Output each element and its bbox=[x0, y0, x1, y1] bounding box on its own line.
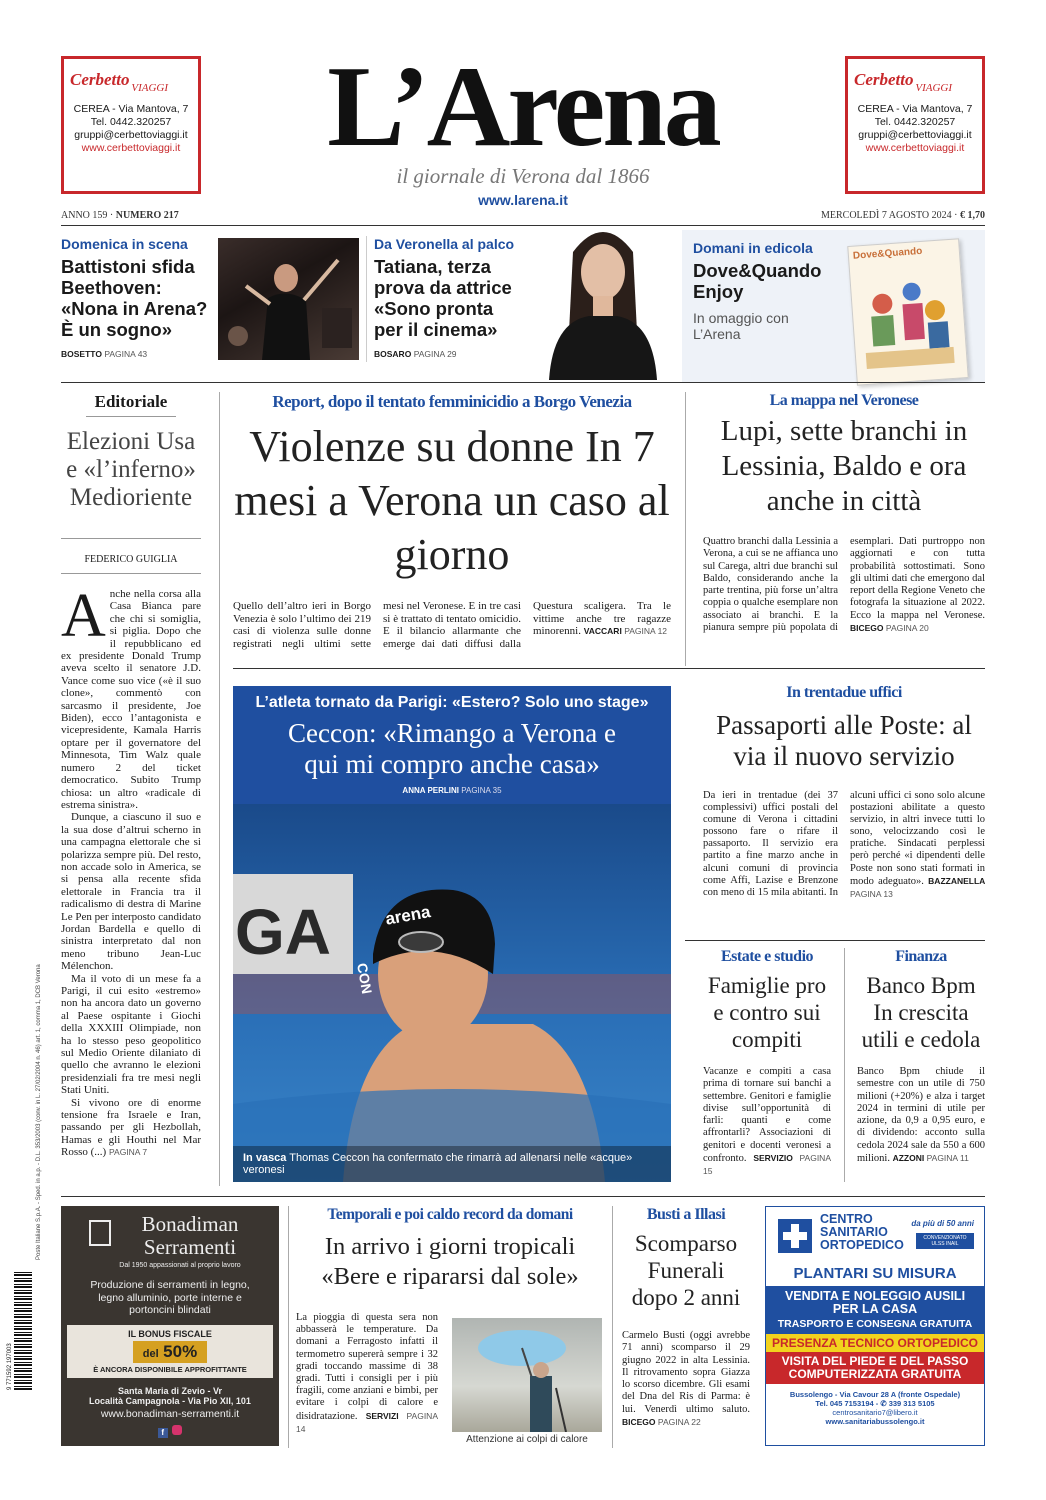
bonadiman-bonus-box bbox=[67, 1325, 273, 1378]
ceccon-title: Ceccon: «Rimango a Verona e qui mi compro anche casa» bbox=[288, 718, 616, 779]
teaser-divider bbox=[366, 236, 367, 362]
lead-title: Violenze su donne In 7 mesi a Verona un caso al giorno bbox=[234, 422, 670, 579]
teaser-tatiana[interactable] bbox=[374, 236, 674, 376]
teaser-rule bbox=[61, 382, 985, 383]
editoriale[interactable] bbox=[61, 392, 201, 1192]
masthead-title: L’Arena bbox=[327, 43, 719, 171]
ortopedico-tel: Tel. 045 7153194 - ✆ 339 313 5105 bbox=[815, 1399, 935, 1408]
caldo-title: In arrivo i giorni tropicali «Bere e ripararsi dal sole» bbox=[321, 1233, 579, 1290]
ad-cerbetto-right[interactable] bbox=[845, 56, 985, 194]
editoriale-title: Elezioni Usa e «l’inferno» Medioriente bbox=[66, 428, 196, 511]
cerbetto-address: CEREA - Via Mantova, 7 bbox=[73, 103, 189, 115]
bottom-rule bbox=[61, 1196, 985, 1197]
lupi-text: Quattro branchi dalla Lessinia a Verona, a cui se ne affianca uno sul Carega, altri due branchi sul Baldo, considerando anche la parte trentina, più forse un’altra coppia o qualche esemplare non associato ai branchi. E la pianura sempre più popolata di esemplari. Dati purtroppo non aggiornati e con tutta probabilità sottostimati. Sono gli ultimi dati che emergono dal report della Regione Veneto che fotografa la situazione al 2022. Ecco la mappa nel Veronese. bbox=[703, 536, 985, 634]
estate-story[interactable] bbox=[703, 948, 831, 1186]
cerbetto-email: gruppi@cerbettoviaggi.it bbox=[858, 129, 972, 141]
ad-cerbetto-left[interactable] bbox=[61, 56, 201, 194]
teaser-page: PAGINA 29 bbox=[413, 349, 457, 359]
cerbetto-script: VIAGGI bbox=[131, 82, 168, 94]
finanza-body: Banco Bpm chiude il semestre con un utile di 750 milioni (+20%) e alza i target 2024 in termini di utile per azione, da 0,9 a 0,95 euro, e di dividendo: acconto sulla cedola 2024 sale da 550 a 600 milioni. AZZONI PAGINA 11 bbox=[857, 1066, 985, 1165]
cap-logo: arena bbox=[383, 902, 432, 929]
cover-title: Dove&Quando bbox=[852, 245, 923, 262]
ortopedico-trasporto: TRASPORTO E CONSEGNA GRATUITA bbox=[777, 1318, 973, 1330]
teaser-ref bbox=[61, 349, 147, 359]
ortopedico-address: Bussolengo - Via Cavour 28 A (fronte Ospedale) bbox=[789, 1390, 961, 1399]
teaser-dovequando[interactable] bbox=[682, 230, 985, 382]
cerbetto-phone: Tel. 0442.320257 bbox=[874, 116, 956, 128]
caldo-story[interactable] bbox=[296, 1206, 604, 1448]
teaser-battistoni[interactable] bbox=[61, 236, 361, 366]
ortopedico-email[interactable]: centrosanitario7@libero.it bbox=[832, 1408, 918, 1417]
finanza-title: Banco Bpm In crescita utili e cedola bbox=[861, 973, 981, 1052]
ortopedico-since: da più di 50 anni bbox=[911, 1219, 974, 1228]
teaser-page: PAGINA 43 bbox=[104, 349, 148, 359]
editoriale-par4: Si vivono ore di enorme tensione fra Israele e Iran, passando per gli Hezbollah, Hamas e gli Houthi nel Mar Rosso (...) bbox=[61, 1096, 201, 1159]
cerbetto-logo: Cerbetto bbox=[854, 70, 914, 89]
ortopedico-vendita: VENDITA E NOLEGGIO AUSILI PER LA CASA bbox=[784, 1289, 966, 1316]
mid-rule bbox=[233, 668, 985, 669]
cerbetto-web[interactable]: www.cerbettoviaggi.it bbox=[81, 142, 181, 154]
teaser-title: Tatiana, terza prova da attrice «Sono pronta per il cinema» bbox=[374, 256, 512, 340]
cerbetto-phone: Tel. 0442.320257 bbox=[90, 116, 172, 128]
passaporti-story[interactable] bbox=[703, 684, 985, 924]
estate-title: Famiglie pro e contro sui compiti bbox=[707, 973, 827, 1052]
busti-story[interactable] bbox=[622, 1206, 750, 1448]
ortopedico-web[interactable]: www.sanitariabussolengo.it bbox=[825, 1417, 925, 1426]
ceccon-bg-text: GA bbox=[235, 896, 331, 968]
bonadiman-addr2: Località Campagnola - Via Pio XII, 101 bbox=[89, 1395, 251, 1406]
busti-kicker: Busti a Illasi bbox=[646, 1206, 726, 1223]
ceccon-caption: In vasca Thomas Ceccon ha confermato che rimarrà ad allenarsi nelle «acque» veronesi bbox=[233, 1146, 671, 1182]
ortopedico-presenza: PRESENZA TECNICO ORTOPEDICO bbox=[766, 1334, 984, 1352]
cerbetto-email: gruppi@cerbettoviaggi.it bbox=[74, 129, 188, 141]
caldo-photo-caption: Attenzione ai colpi di calore bbox=[466, 1434, 588, 1445]
lead-ref: VACCARI PAGINA 12 bbox=[583, 626, 668, 637]
lead-kicker: Report, dopo il tentato femminicidio a Borgo Venezia bbox=[272, 392, 632, 411]
teaser-kicker: Domani in edicola bbox=[693, 240, 813, 256]
editoriale-rule bbox=[86, 416, 176, 417]
teaser-kicker: Da Veronella al palco bbox=[374, 236, 515, 252]
col-divider-mid bbox=[685, 392, 686, 666]
estate-body: Vacanze e compiti a casa prima di tornare sui banchi a settembre. Genitori e famiglie divise sull’opportunità di farli: quanti e come affrontarli? Associazioni di genitori e docenti veronesi a confronto. SERVIZIO PAGINA 15 bbox=[703, 1066, 831, 1177]
masthead-tagline: il giornale di Verona dal 1866 bbox=[396, 164, 650, 188]
passaporti-kicker: In trentadue uffici bbox=[786, 684, 902, 701]
passaporti-ref: BAZZANELLA PAGINA 13 bbox=[850, 875, 985, 899]
bonadiman-name2: Serramenti bbox=[143, 1235, 237, 1259]
bonadiman-bonus: IL BONUS FISCALE bbox=[128, 1328, 212, 1339]
editoriale-body bbox=[61, 582, 201, 1159]
finanza-story[interactable] bbox=[857, 948, 985, 1186]
editoriale-rule3 bbox=[61, 573, 201, 574]
issue-number: NUMERO 217 bbox=[115, 210, 179, 221]
tatiana-photo bbox=[529, 212, 677, 380]
passaporti-body bbox=[703, 790, 985, 901]
cross-icon bbox=[778, 1219, 812, 1253]
bonadiman-web[interactable]: www.bonadiman-serramenti.it bbox=[100, 1407, 240, 1420]
ceccon-story[interactable] bbox=[233, 686, 671, 1182]
editoriale-rule2 bbox=[61, 538, 201, 539]
teaser-subtitle: In omaggio con L’Arena bbox=[693, 310, 789, 342]
date-line: MERCOLEDÌ 7 AGOSTO 2024 · € 1,70 bbox=[821, 210, 985, 221]
ortopedico-l2: SANITARIO bbox=[820, 1225, 888, 1239]
ad-bonadiman[interactable] bbox=[61, 1206, 279, 1446]
dropcap: A bbox=[61, 582, 106, 650]
caldo-photo bbox=[452, 1318, 602, 1432]
passaporti-text: Da ieri in trentadue (dei 37 complessivi) uffici postali del comune di Verona i cittadini possono fare o rifare il passaporto. Il servizio era partito a fine marzo anche in alcuni comuni di provincia come Affi, Lazise e Brenzone con meno di 15 mila abitanti. In alcuni uffici ci sono solo alcune postazioni abilitate a questo servizio, in altri invece tutti lo sono, velocizzando così le pratiche. Sindacati perplessi però perché «i dipendenti delle Poste non sono stati formati in modo adeguato». bbox=[703, 790, 985, 898]
masthead-rule bbox=[61, 225, 985, 226]
issue-line: ANNO 159 · NUMERO 217 bbox=[61, 210, 179, 221]
lupi-title: Lupi, sette branchi in Lessinia, Baldo e ora anche in città bbox=[720, 415, 968, 517]
masthead-website[interactable]: www.larena.it bbox=[478, 192, 568, 208]
issue-year: ANNO 159 bbox=[61, 210, 108, 221]
teaser-title: Dove&Quando Enjoy bbox=[693, 260, 822, 302]
instagram-icon[interactable] bbox=[172, 1425, 182, 1435]
teaser-ref bbox=[374, 349, 457, 359]
barcode bbox=[14, 1270, 32, 1390]
bonadiman-logo-icon bbox=[89, 1220, 111, 1246]
passaporti-title: Passaporti alle Poste: al via il nuovo servizio bbox=[716, 710, 972, 771]
busti-title: Scomparso Funerali dopo 2 anni bbox=[631, 1231, 741, 1310]
cerbetto-logo: Cerbetto bbox=[70, 70, 130, 89]
ortopedico-l1: CENTRO bbox=[820, 1212, 873, 1226]
bonadiman-products: Produzione di serramenti in legno, legno alluminio, porte interne e portoncini blindati bbox=[90, 1279, 250, 1316]
editoriale-author: FEDERICO GUIGLIA bbox=[84, 554, 178, 565]
lead-text: Quello dell’altro ieri in Borgo Venezia è solo l’ultimo dei 219 casi di violenza sulle donne registrati negli ultimi sette mesi nel Veronese. E in tre casi si è trattato di tentato omicidio. E il bilancio allarmante che emerge dai dati diffusi dalla Questura scaligera. Tra le vittime anche tre ragazze minorenni. bbox=[233, 600, 671, 650]
ortopedico-blue-box bbox=[766, 1286, 984, 1334]
caldo-kicker: Temporali e poi caldo record da domani bbox=[327, 1206, 573, 1223]
cerbetto-address: CEREA - Via Mantova, 7 bbox=[857, 103, 973, 115]
ortopedico-conv: CONVENZIONATO ULSS INAIL bbox=[916, 1233, 974, 1249]
teaser-author: BOSETTO bbox=[61, 349, 102, 359]
ad-ortopedico[interactable] bbox=[765, 1206, 985, 1446]
finanza-divider bbox=[844, 948, 845, 1182]
cerbetto-web[interactable]: www.cerbettoviaggi.it bbox=[865, 142, 965, 154]
lupi-ref: BICEGO PAGINA 20 bbox=[850, 623, 929, 634]
issue-price: € 1,70 bbox=[960, 210, 985, 221]
legal-notice: Poste Italiane S.p.A. - Sped. in a.p. - D.L. 353/2003 (conv. in L. 27/02/2004 n. 46) art. 1, comma 1, DCB Verona bbox=[36, 964, 42, 1260]
dovequando-cover bbox=[847, 238, 968, 385]
lead-body bbox=[233, 600, 671, 650]
issue-date: MERCOLEDÌ 7 AGOSTO 2024 bbox=[821, 210, 952, 221]
col-divider-left bbox=[219, 392, 220, 1186]
bonadiman-name1: Bonadiman bbox=[141, 1212, 239, 1236]
facebook-icon[interactable]: f bbox=[158, 1428, 168, 1438]
bonadiman-avail: È ANCORA DISPONIBILE APPROFITTANTE bbox=[93, 1364, 247, 1374]
bonadiman-pct-box: del 50% bbox=[133, 1341, 207, 1363]
ortopedico-plantari: PLANTARI SU MISURA bbox=[793, 1265, 957, 1282]
lupi-kicker: La mappa nel Veronese bbox=[769, 392, 919, 409]
barcode-number: 9 771592 197003 bbox=[7, 1343, 13, 1390]
finanza-kicker: Finanza bbox=[895, 948, 947, 965]
caldo-body: La pioggia di questa sera non abbasserà le temperature. Da domani a Ferragosto infatti il termometro supererà sempre i 32 gradi toccando massime di 38 gradi. Tutti i consigli per i più fragili, come anziani e bimbi, per evitare i colpi di calore e disidratazione. SERVIZI PAGINA 14 bbox=[296, 1312, 438, 1434]
ceccon-photo bbox=[233, 804, 671, 1182]
teaser-kicker: Domenica in scena bbox=[61, 236, 188, 252]
ad-divider bbox=[288, 1206, 289, 1448]
ortopedico-visita: VISITA DEL PIEDE E DEL PASSO COMPUTERIZZATA GRATUITA bbox=[766, 1352, 984, 1384]
editoriale-par1: nche nella corsa alla Casa Bianca pare che chi si somiglia, si piglia. Dopo che il repubblicano ed ex presidente Donald Trump aveva scelto il senatore J.D. Vance come suo vice («è il suo clone», commentò con sarcasmo il presidente, Joe Biden), ecco l’antagonista e vicepresidente, Kamala Harris optare per il governatore del Minnesota, Tim Walz quale numero 2 del ticket democratico. Subito Trump chiosa: un altro «radicale di estrema sinistra». bbox=[61, 588, 201, 811]
ceccon-ref: ANNA PERLINI PAGINA 35 bbox=[402, 786, 502, 795]
right-rule bbox=[685, 940, 985, 941]
editoriale-par3: Ma il voto di un mese fa a Parigi, il cui esito «estremo» non ha ancora dato un governo al Paese ospitante i Giochi della XXXIII Olimpiade, non ha lo stesso peso geopolitico sul Medio Oriente dilaniato di quello che avranno le elezioni presidenziali fra tre mesi negli Stati Uniti. bbox=[61, 972, 201, 1097]
busti-body: Carmelo Busti (oggi avrebbe 71 anni) scomparso il 29 giugno 2022 in alta Lessinia. Il ritrovamento sopra Giazza lo scorso dicembre. Gli esami del Dna del Ris di Parma: è lui. Venerdì ultimo saluto. BICEGO PAGINA 22 bbox=[622, 1330, 750, 1428]
lupi-story[interactable] bbox=[703, 392, 985, 654]
teaser-title: Battistoni sfida Beethoven: «Nona in Arena? È un sogno» bbox=[61, 256, 208, 340]
ortopedico-l3: ORTOPEDICO bbox=[820, 1238, 904, 1252]
ceccon-kicker: L’atleta tornato da Parigi: «Estero? Solo uno stage» bbox=[255, 694, 649, 711]
bonadiman-addr1: Santa Maria di Zevio - Vr bbox=[117, 1385, 223, 1396]
estate-kicker: Estate e studio bbox=[720, 948, 814, 965]
teaser-author: BOSARO bbox=[374, 349, 412, 359]
lupi-body bbox=[703, 536, 985, 635]
busti-divider bbox=[612, 1206, 613, 1448]
editoriale-page: PAGINA 7 bbox=[108, 1147, 148, 1158]
editoriale-par2: Dunque, a ciascuno il suo e la sua dose d’altrui scherno in una campagna elettorale che si polarizza sempre più. Del resto, non accade solo in America, se si pensa alla recente sfida elettorale in Francia tra il radicalismo di destra di Marine Le Pen per interposto candidato Jordan Bardella e quello di sinistra interpretato dal non meno tribuno Jean-Luc Mélenchon. bbox=[61, 811, 201, 973]
editoriale-label: Editoriale bbox=[94, 392, 168, 411]
cap-side: CON bbox=[354, 961, 376, 996]
lead-story[interactable] bbox=[233, 392, 671, 654]
social-icons bbox=[61, 1422, 279, 1440]
bonadiman-since: Dal 1950 appassionati al proprio lavoro bbox=[119, 1262, 241, 1269]
cerbetto-script: VIAGGI bbox=[915, 82, 952, 94]
ortopedico-header bbox=[766, 1207, 984, 1265]
battistoni-photo bbox=[218, 238, 359, 360]
